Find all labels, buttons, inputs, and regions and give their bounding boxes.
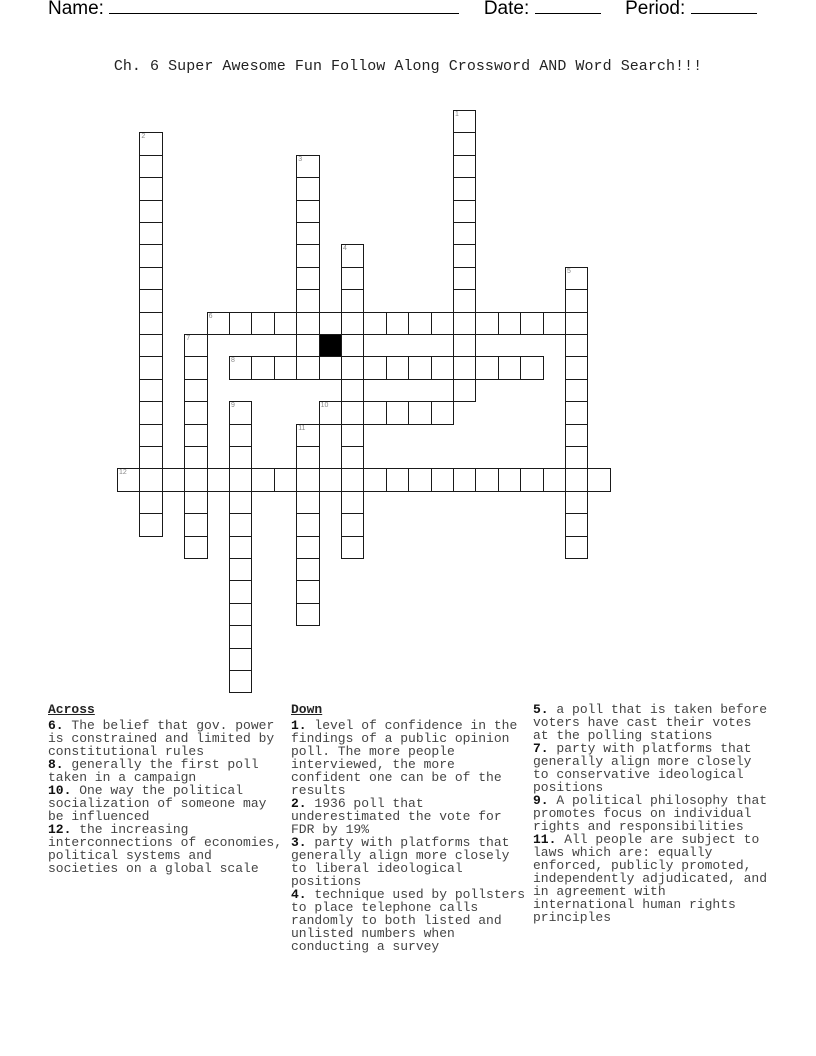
crossword-cell[interactable] <box>363 356 386 379</box>
crossword-cell[interactable] <box>543 312 566 335</box>
crossword-cell[interactable] <box>139 513 162 536</box>
crossword-cell[interactable] <box>565 513 588 536</box>
crossword-cell[interactable] <box>296 468 319 491</box>
crossword-cell[interactable] <box>319 401 342 424</box>
crossword-cell[interactable] <box>139 401 162 424</box>
crossword-cell[interactable] <box>341 244 364 267</box>
crossword-cell[interactable] <box>274 468 297 491</box>
crossword-cell[interactable] <box>184 446 207 469</box>
crossword-cell[interactable] <box>184 401 207 424</box>
crossword-cell[interactable] <box>565 424 588 447</box>
crossword-cell[interactable] <box>184 513 207 536</box>
down-clues <box>291 703 531 953</box>
crossword-cell[interactable] <box>565 491 588 514</box>
crossword-cell[interactable] <box>565 289 588 312</box>
crossword-cell[interactable] <box>498 356 521 379</box>
crossword-cell[interactable] <box>229 491 252 514</box>
crossword-cell[interactable] <box>408 356 431 379</box>
crossword-cell[interactable] <box>184 356 207 379</box>
crossword-cell[interactable] <box>296 244 319 267</box>
crossword-cell[interactable] <box>565 468 588 491</box>
crossword-cell[interactable] <box>453 289 476 312</box>
crossword-cell[interactable] <box>341 513 364 536</box>
crossword-cell[interactable] <box>296 334 319 357</box>
crossword-cell[interactable] <box>431 312 454 335</box>
crossword-cell[interactable] <box>251 312 274 335</box>
crossword-cell[interactable] <box>520 468 543 491</box>
crossword-cell[interactable] <box>565 334 588 357</box>
crossword-cell[interactable] <box>341 491 364 514</box>
page-title: Ch. 6 Super Awesome Fun Follow Along Crossword AND Word Search!!! <box>113 58 703 75</box>
clue-text: the increasing interconnections of economies, political systems and societies on a global scale <box>48 822 283 876</box>
crossword-cell[interactable] <box>139 424 162 447</box>
crossword-cell[interactable] <box>139 132 162 155</box>
crossword-cell[interactable] <box>431 401 454 424</box>
crossword-cell[interactable] <box>565 379 588 402</box>
across-heading: Across <box>48 702 95 717</box>
crossword-cell[interactable] <box>184 468 207 491</box>
crossword-cell[interactable] <box>184 536 207 559</box>
crossword-cell[interactable] <box>229 401 252 424</box>
crossword-cell[interactable] <box>341 468 364 491</box>
crossword-cell[interactable] <box>229 580 252 603</box>
crossword-cell[interactable] <box>229 468 252 491</box>
crossword-cell[interactable] <box>341 289 364 312</box>
crossword-cell[interactable] <box>229 625 252 648</box>
clue-number-label: 9 <box>231 402 235 410</box>
crossword-cell[interactable] <box>453 155 476 178</box>
clue-number: 7. <box>533 741 549 756</box>
clue-text: level of confidence in the findings of a public opinion poll. The more people interviewed, the more confident one can be of the results <box>291 718 518 798</box>
crossword-cell[interactable] <box>498 468 521 491</box>
crossword-cell[interactable] <box>296 177 319 200</box>
crossword-cell[interactable] <box>184 379 207 402</box>
crossword-cell[interactable] <box>453 222 476 245</box>
crossword-cell[interactable] <box>453 267 476 290</box>
clue-number-label: 4 <box>343 245 347 253</box>
crossword-cell[interactable] <box>319 468 342 491</box>
clue-number-label: 3 <box>298 155 303 163</box>
clue-text: 1936 poll that underestimated the vote for FDR by 19% <box>291 796 502 837</box>
period-label: Period: <box>625 0 686 19</box>
crossword-cell[interactable] <box>251 356 274 379</box>
crossword-cell[interactable] <box>341 446 364 469</box>
crossword-cell[interactable] <box>319 356 342 379</box>
crossword-cell[interactable] <box>139 267 162 290</box>
clue-number: 6. <box>48 718 64 733</box>
clue-number-label: 6 <box>208 312 213 320</box>
name-label: Name: <box>48 0 104 19</box>
crossword-cell[interactable] <box>363 401 386 424</box>
crossword-cell[interactable] <box>117 468 140 491</box>
down-heading: Down <box>291 702 323 717</box>
crossword-cell[interactable] <box>207 312 230 335</box>
crossword-cell[interactable] <box>139 155 162 178</box>
crossword-cell[interactable] <box>475 312 498 335</box>
crossword-cell[interactable] <box>341 312 364 335</box>
clue-number-label: 2 <box>141 133 146 141</box>
crossword-cell[interactable] <box>274 312 297 335</box>
crossword-cell[interactable] <box>341 334 364 357</box>
crossword-cell[interactable] <box>296 513 319 536</box>
crossword-cell[interactable] <box>296 222 319 245</box>
crossword-cell[interactable] <box>453 200 476 223</box>
crossword-cell[interactable] <box>139 468 162 491</box>
crossword-cell[interactable] <box>139 334 162 357</box>
crossword-cell[interactable] <box>139 379 162 402</box>
crossword-cell[interactable] <box>229 446 252 469</box>
crossword-cell[interactable] <box>207 468 230 491</box>
clue-text: a poll that is taken before voters have cast their votes at the polling stations <box>533 702 768 743</box>
crossword-cell[interactable] <box>184 424 207 447</box>
crossword-cell[interactable] <box>229 312 252 335</box>
crossword-cell[interactable] <box>139 356 162 379</box>
crossword-cell[interactable] <box>319 312 342 335</box>
clue-number-label: 1 <box>455 111 459 118</box>
clue-number: 8. <box>48 757 64 772</box>
across-clues <box>48 703 288 875</box>
crossword-cell[interactable] <box>139 200 162 223</box>
crossword-cell[interactable] <box>543 468 566 491</box>
crossword-cell[interactable] <box>296 356 319 379</box>
crossword-cell[interactable] <box>229 536 252 559</box>
down-list-part2 <box>533 703 773 924</box>
crossword-cell[interactable] <box>431 468 454 491</box>
crossword-cell[interactable] <box>139 289 162 312</box>
crossword-cell[interactable] <box>587 468 610 491</box>
clue-number: 11. <box>533 832 557 847</box>
crossword-cell[interactable] <box>229 603 252 626</box>
clue-number: 10. <box>48 783 72 798</box>
crossword-cell[interactable] <box>296 491 319 514</box>
crossword-cell[interactable] <box>565 401 588 424</box>
crossword-cell[interactable] <box>296 580 319 603</box>
crossword-cell[interactable] <box>408 312 431 335</box>
crossword-cell[interactable] <box>565 356 588 379</box>
crossword-cell[interactable] <box>386 312 409 335</box>
down-list-part1 <box>291 719 531 953</box>
clue-number-label: 7 <box>186 335 191 342</box>
crossword-cell[interactable] <box>296 155 319 178</box>
crossword-cell[interactable] <box>475 356 498 379</box>
crossword-cell[interactable] <box>565 446 588 469</box>
crossword-cell[interactable] <box>274 356 297 379</box>
clue-12 <box>48 823 288 875</box>
crossword-cell[interactable] <box>453 356 476 379</box>
crossword-cell[interactable] <box>296 424 319 447</box>
black-cell <box>319 334 342 357</box>
crossword-cell[interactable] <box>184 491 207 514</box>
crossword-cell[interactable] <box>453 334 476 357</box>
crossword-cell[interactable] <box>296 603 319 626</box>
crossword-cell[interactable] <box>341 536 364 559</box>
crossword-cell[interactable] <box>296 312 319 335</box>
clue-text: The belief that gov. power is constrained and limited by constitutional rules <box>48 718 275 759</box>
clue-number-label: 11 <box>298 424 306 432</box>
crossword-cell[interactable] <box>453 110 476 133</box>
crossword-cell[interactable] <box>296 289 319 312</box>
crossword-cell[interactable] <box>475 468 498 491</box>
crossword-cell[interactable] <box>139 177 162 200</box>
clue-5 <box>533 703 773 742</box>
crossword-cell[interactable] <box>565 312 588 335</box>
clue-number: 1. <box>291 718 307 733</box>
crossword-cell[interactable] <box>229 558 252 581</box>
crossword-cell[interactable] <box>341 401 364 424</box>
crossword-cell[interactable] <box>139 312 162 335</box>
crossword-cell[interactable] <box>453 468 476 491</box>
crossword-cell[interactable] <box>565 536 588 559</box>
crossword-cell[interactable] <box>565 267 588 290</box>
crossword-cell[interactable] <box>296 558 319 581</box>
crossword-cell[interactable] <box>453 312 476 335</box>
clue-number: 9. <box>533 793 549 808</box>
crossword-cell[interactable] <box>453 244 476 267</box>
crossword-cell[interactable] <box>139 244 162 267</box>
crossword-cell[interactable] <box>184 334 207 357</box>
crossword-cell[interactable] <box>363 468 386 491</box>
clue-text: party with platforms that generally align more closely to conservative ideological positions <box>533 741 752 795</box>
crossword-cell[interactable] <box>229 670 252 693</box>
crossword-cell[interactable] <box>341 356 364 379</box>
crossword-cell[interactable] <box>296 536 319 559</box>
crossword-cell[interactable] <box>520 356 543 379</box>
clue-7 <box>533 742 773 794</box>
clue-text: party with platforms that generally align more closely to liberal ideological positions <box>291 835 510 889</box>
clue-number-label: 10 <box>320 402 329 410</box>
clue-2 <box>291 797 531 836</box>
clue-3 <box>291 836 531 888</box>
clue-text: All people are subject to laws which are: equally enforced, publicly promoted, independently adjudicated, and in agreement with international human rights principles <box>533 832 768 925</box>
crossword-cell[interactable] <box>139 222 162 245</box>
clue-number: 12. <box>48 822 72 837</box>
crossword-cell[interactable] <box>520 312 543 335</box>
crossword-cell[interactable] <box>296 200 319 223</box>
clue-11 <box>533 833 773 924</box>
crossword-cell[interactable] <box>453 132 476 155</box>
crossword-cell[interactable] <box>229 424 252 447</box>
clue-text: One way the political socialization of someone may be influenced <box>48 783 267 824</box>
down-clues-continued <box>533 703 773 924</box>
clue-1 <box>291 719 531 797</box>
crossword-cell[interactable] <box>386 468 409 491</box>
clue-6 <box>48 719 288 758</box>
date-label: Date: <box>483 0 530 19</box>
clue-number-label: 5 <box>567 267 571 275</box>
crossword-cell[interactable] <box>453 379 476 402</box>
clue-number-label: 8 <box>231 357 235 365</box>
crossword-cell[interactable] <box>453 177 476 200</box>
clue-number: 2. <box>291 796 307 811</box>
clue-text: technique used by pollsters to place telephone calls randomly to both listed and unlisted numbers when conducting a survey <box>291 887 526 954</box>
crossword-cell[interactable] <box>408 468 431 491</box>
crossword-cell[interactable] <box>431 356 454 379</box>
clue-number: 3. <box>291 835 307 850</box>
crossword-cell[interactable] <box>139 491 162 514</box>
clue-9 <box>533 794 773 833</box>
across-list <box>48 719 288 875</box>
crossword-cell[interactable] <box>251 468 274 491</box>
crossword-cell[interactable] <box>341 379 364 402</box>
clue-number: 5. <box>533 702 549 717</box>
crossword-cell[interactable] <box>229 356 252 379</box>
clue-8 <box>48 758 288 784</box>
clue-text: generally the first poll taken in a campaign <box>48 757 259 785</box>
crossword-cell[interactable] <box>229 648 252 671</box>
crossword-cell[interactable] <box>498 312 521 335</box>
crossword-cell[interactable] <box>363 312 386 335</box>
crossword-cell[interactable] <box>341 267 364 290</box>
crossword-cell[interactable] <box>408 401 431 424</box>
crossword-cell[interactable] <box>162 468 185 491</box>
clue-text: A political philosophy that promotes focus on individual rights and responsibilities <box>533 793 768 834</box>
crossword-cell[interactable] <box>386 401 409 424</box>
clue-number: 4. <box>291 887 307 902</box>
crossword-cell[interactable] <box>229 513 252 536</box>
crossword-cell[interactable] <box>386 356 409 379</box>
clue-4 <box>291 888 531 953</box>
crossword-cell[interactable] <box>296 446 319 469</box>
clue-number-label: 12 <box>119 469 127 477</box>
crossword-cell[interactable] <box>296 267 319 290</box>
crossword-cell[interactable] <box>341 424 364 447</box>
crossword-cell[interactable] <box>139 446 162 469</box>
clue-10 <box>48 784 288 823</box>
